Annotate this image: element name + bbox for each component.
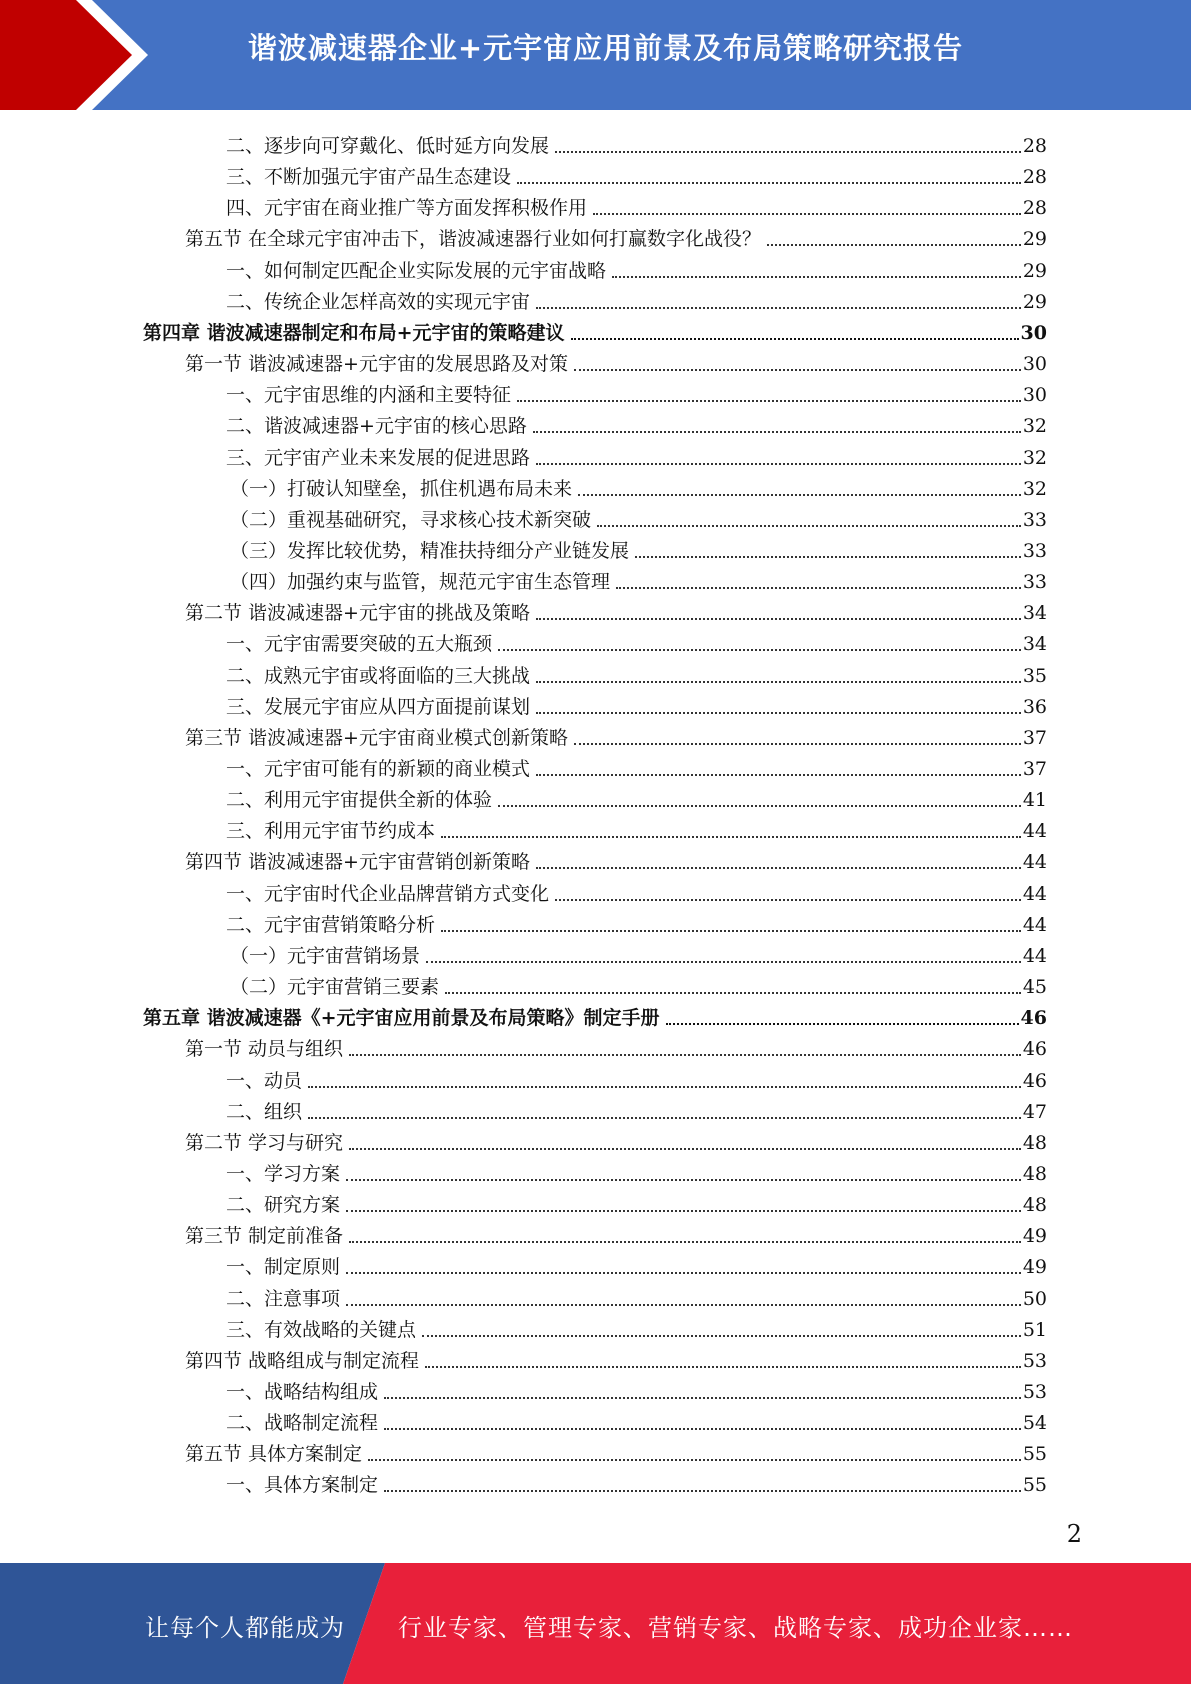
toc-entry[interactable] (0, 1186, 1047, 1217)
toc-dot-leader (384, 1397, 1021, 1399)
toc-entry-label: 二、组织 (226, 1100, 303, 1123)
toc-entry[interactable] (0, 1155, 1047, 1186)
toc-entry-page: 55 (1022, 1474, 1047, 1497)
toc-entry-label: 一、具体方案制定 (226, 1474, 379, 1497)
toc-entry[interactable] (0, 1062, 1047, 1093)
toc-entry[interactable] (0, 376, 1047, 407)
toc-entry[interactable] (0, 999, 1047, 1030)
toc-dot-leader (612, 276, 1021, 278)
toc-entry[interactable] (0, 1217, 1047, 1248)
toc-entry-label: （一）元宇宙营销场景 (230, 944, 421, 967)
toc-dot-leader (445, 992, 1021, 994)
footer-slogan-right: 行业专家、管理专家、营销专家、战略专家、成功企业家…… (398, 1614, 1073, 1642)
toc-entry[interactable] (0, 750, 1047, 781)
toc-entry-page: 33 (1022, 571, 1047, 594)
page-header (0, 0, 1191, 110)
toc-entry-label: 第三节 谐波减速器+元宇宙商业模式创新策略 (185, 726, 568, 749)
toc-dot-leader (349, 1241, 1021, 1243)
toc-entry[interactable] (0, 1093, 1047, 1124)
toc-entry-page: 46 (1020, 1007, 1047, 1030)
toc-entry-label: （四）加强约束与监管，规范元宇宙生态管理 (230, 571, 611, 594)
toc-entry-label: 三、不断加强元宇宙产品生态建设 (226, 166, 512, 189)
toc-entry[interactable] (0, 657, 1047, 688)
toc-entry-page: 41 (1022, 789, 1047, 812)
toc-entry[interactable] (0, 1435, 1047, 1466)
toc-entry-label: （三）发挥比较优势，精准扶持细分产业链发展 (230, 539, 630, 562)
toc-entry-page: 32 (1022, 446, 1047, 469)
toc-entry-label: 三、发展元宇宙应从四方面提前谋划 (226, 695, 531, 718)
toc-entry-label: 二、研究方案 (226, 1194, 341, 1217)
toc-entry[interactable] (0, 189, 1047, 220)
toc-entry-page: 30 (1022, 384, 1047, 407)
toc-entry-page: 30 (1022, 353, 1047, 376)
toc-dot-leader (517, 182, 1021, 184)
toc-entry-label: （一）打破认知壁垒，抓住机遇布局未来 (230, 477, 573, 500)
toc-dot-leader (635, 556, 1021, 558)
toc-dot-leader (536, 463, 1021, 465)
toc-entry-page: 49 (1022, 1225, 1047, 1248)
toc-entry[interactable] (0, 843, 1047, 874)
toc-entry-label: 一、元宇宙可能有的新颖的商业模式 (226, 758, 531, 780)
toc-entry-label: 二、成熟元宇宙或将面临的三大挑战 (226, 664, 531, 687)
toc-dot-leader (536, 307, 1021, 309)
toc-entry-label: 第三节 制定前准备 (185, 1225, 344, 1248)
toc-entry[interactable] (0, 812, 1047, 843)
toc-entry-label: 一、学习方案 (226, 1162, 341, 1185)
toc-entry-label: 一、元宇宙时代企业品牌营销方式变化 (226, 882, 550, 905)
toc-entry[interactable] (0, 407, 1047, 438)
toc-entry-page: 37 (1022, 726, 1047, 749)
toc-entry[interactable] (0, 1466, 1047, 1497)
toc-dot-leader (308, 1086, 1021, 1088)
toc-dot-leader (574, 369, 1021, 371)
toc-entry[interactable] (0, 314, 1047, 345)
toc-entry-label: 第四节 战略组成与制定流程 (185, 1349, 420, 1372)
toc-entry[interactable] (0, 781, 1047, 812)
toc-entry-page: 28 (1022, 135, 1047, 157)
toc-entry-page: 44 (1022, 913, 1047, 936)
toc-entry-label: 第五节 具体方案制定 (185, 1443, 363, 1466)
toc-entry-label: 三、有效战略的关键点 (226, 1318, 417, 1341)
toc-entry-page: 29 (1022, 259, 1047, 282)
toc-entry[interactable] (0, 563, 1047, 594)
toc-entry-label: 二、利用元宇宙提供全新的体验 (226, 789, 493, 812)
toc-entry[interactable] (0, 158, 1047, 189)
toc-dot-leader (578, 494, 1021, 496)
report-title: 谐波减速器企业+元宇宙应用前景及布局策略研究报告 (247, 31, 964, 65)
toc-dot-leader (498, 805, 1021, 807)
toc-dot-leader (349, 1148, 1021, 1150)
toc-entry[interactable] (0, 906, 1047, 937)
toc-dot-leader (346, 1179, 1021, 1181)
toc-entry-page: 32 (1022, 477, 1047, 500)
toc-entry[interactable] (0, 439, 1047, 470)
toc-entry-label: 第五节 在全球元宇宙冲击下，谐波减速器行业如何打赢数字化战役？ (185, 228, 762, 251)
toc-entry[interactable] (0, 501, 1047, 532)
toc-entry-page: 46 (1022, 1069, 1047, 1092)
toc-entry[interactable] (0, 345, 1047, 376)
toc-entry-page: 48 (1022, 1162, 1047, 1185)
toc-entry-page: 32 (1022, 415, 1047, 438)
toc-entry-label: 一、元宇宙思维的内涵和主要特征 (226, 384, 512, 407)
toc-entry[interactable] (0, 594, 1047, 625)
toc-entry-page: 49 (1022, 1256, 1047, 1279)
toc-entry[interactable] (0, 1342, 1047, 1373)
toc-entry-page: 47 (1022, 1100, 1047, 1123)
page-number: 2 (1066, 1520, 1082, 1548)
toc-entry-page: 37 (1022, 758, 1047, 780)
toc-entry-page: 55 (1022, 1443, 1047, 1466)
toc-entry-page: 28 (1022, 197, 1047, 220)
toc-entry-label: 二、战略制定流程 (226, 1412, 379, 1435)
toc-entry-label: 二、逐步向可穿戴化、低时延方向发展 (226, 135, 550, 157)
toc-entry-label: 第四章 谐波减速器制定和布局+元宇宙的策略建议 (143, 321, 565, 344)
toc-dot-leader (384, 1428, 1021, 1430)
toc-entry-page: 28 (1022, 166, 1047, 189)
toc-entry-label: 第一节 谐波减速器+元宇宙的发展思路及对策 (185, 353, 568, 376)
toc-dot-leader (533, 431, 1021, 433)
toc-entry[interactable] (0, 719, 1047, 750)
toc-entry[interactable] (0, 1124, 1047, 1155)
toc-entry[interactable] (0, 1280, 1047, 1311)
toc-entry-page: 33 (1022, 508, 1047, 531)
toc-entry[interactable] (0, 532, 1047, 563)
toc-dot-leader (346, 1304, 1021, 1306)
toc-dot-leader (616, 587, 1021, 589)
toc-entry[interactable] (0, 470, 1047, 501)
toc-entry[interactable] (0, 252, 1047, 283)
toc-entry[interactable] (0, 875, 1047, 906)
toc-dot-leader (536, 774, 1021, 776)
toc-entry-page: 29 (1022, 290, 1047, 313)
toc-entry-page: 46 (1022, 1038, 1047, 1061)
toc-dot-leader (536, 681, 1021, 683)
toc-entry-label: 一、如何制定匹配企业实际发展的元宇宙战略 (226, 259, 607, 282)
toc-dot-leader (536, 712, 1021, 714)
toc-entry[interactable] (0, 283, 1047, 314)
toc-entry-page: 44 (1022, 851, 1047, 874)
toc-entry-label: 一、元宇宙需要突破的五大瓶颈 (226, 633, 493, 656)
toc-dot-leader (536, 867, 1021, 869)
toc-entry[interactable] (0, 968, 1047, 999)
toc-entry-label: 二、谐波减速器+元宇宙的核心思路 (226, 415, 527, 438)
toc-entry-page: 51 (1022, 1318, 1047, 1341)
toc-entry[interactable] (0, 688, 1047, 719)
toc-dot-leader (308, 1117, 1021, 1119)
toc-dot-leader (368, 1459, 1021, 1461)
toc-entry[interactable] (0, 937, 1047, 968)
toc-entry-label: 第四节 谐波减速器+元宇宙营销创新策略 (185, 851, 530, 874)
toc-entry-page: 48 (1022, 1131, 1047, 1154)
toc-entry-label: 一、战略结构组成 (226, 1381, 379, 1403)
toc-dot-leader (425, 1366, 1021, 1368)
toc-entry[interactable] (0, 625, 1047, 656)
toc-dot-leader (346, 1210, 1021, 1212)
toc-entry-page: 44 (1022, 944, 1047, 967)
toc-entry[interactable] (0, 220, 1047, 251)
toc-dot-leader (555, 151, 1021, 153)
toc-entry-page: 45 (1022, 976, 1047, 999)
toc-entry[interactable] (0, 1030, 1047, 1061)
toc-entry[interactable] (0, 1404, 1047, 1435)
toc-entry[interactable] (0, 127, 1047, 158)
toc-entry-label: 第二节 学习与研究 (185, 1131, 344, 1154)
toc-dot-leader (571, 338, 1019, 340)
toc-dot-leader (426, 961, 1021, 963)
toc-entry-page: 44 (1022, 820, 1047, 843)
toc-dot-leader (767, 244, 1021, 246)
toc-entry-page: 54 (1022, 1412, 1047, 1435)
toc-dot-leader (346, 1272, 1021, 1274)
toc-dot-leader (666, 1023, 1019, 1025)
toc-dot-leader (517, 400, 1021, 402)
toc-entry-page: 44 (1022, 882, 1047, 905)
toc-dot-leader (498, 649, 1021, 651)
toc-entry-label: 三、元宇宙产业未来发展的促进思路 (226, 446, 531, 469)
page-footer (0, 1563, 1191, 1684)
toc-entry-page: 34 (1022, 602, 1047, 625)
toc-dot-leader (555, 899, 1021, 901)
toc-entry-label: 第一节 动员与组织 (185, 1038, 344, 1061)
footer-slogan-left: 让每个人都能成为 (145, 1614, 345, 1642)
toc-entry-label: 一、动员 (226, 1069, 303, 1092)
toc-entry-page: 30 (1020, 321, 1047, 344)
toc-entry-label: 二、注意事项 (226, 1287, 341, 1310)
toc-entry-page: 36 (1022, 695, 1047, 718)
toc-entry-page: 29 (1022, 228, 1047, 251)
toc-dot-leader (441, 836, 1021, 838)
toc-entry-label: （二）重视基础研究，寻求核心技术新突破 (230, 508, 592, 531)
toc-entry-label: 二、传统企业怎样高效的实现元宇宙 (226, 290, 531, 313)
toc-dot-leader (536, 618, 1021, 620)
toc-dot-leader (574, 743, 1021, 745)
toc-dot-leader (422, 1335, 1021, 1337)
toc-dot-leader (349, 1054, 1021, 1056)
toc-entry-page: 35 (1022, 664, 1047, 687)
toc-entry-label: （二）元宇宙营销三要素 (230, 976, 440, 999)
toc-dot-leader (593, 213, 1021, 215)
toc-entry-page: 53 (1022, 1381, 1047, 1403)
toc-dot-leader (384, 1490, 1021, 1492)
toc-dot-leader (441, 930, 1021, 932)
toc-entry-label: 四、元宇宙在商业推广等方面发挥积极作用 (226, 197, 588, 220)
toc-entry-page: 48 (1022, 1194, 1047, 1217)
toc-dot-leader (597, 525, 1021, 527)
toc-entry-label: 三、利用元宇宙节约成本 (226, 820, 436, 843)
toc-entry-page: 33 (1022, 539, 1047, 562)
toc-entry[interactable] (0, 1311, 1047, 1342)
toc-entry-label: 一、制定原则 (226, 1256, 341, 1279)
toc-entry-page: 53 (1022, 1349, 1047, 1372)
toc-entry[interactable] (0, 1373, 1047, 1404)
toc-entry-page: 34 (1022, 633, 1047, 656)
toc-entry-label: 二、元宇宙营销策略分析 (226, 913, 436, 936)
toc-entry[interactable] (0, 1248, 1047, 1279)
toc-entry-label: 第五章 谐波减速器《+元宇宙应用前景及布局策略》制定手册 (143, 1007, 660, 1030)
toc-entry-label: 第二节 谐波减速器+元宇宙的挑战及策略 (185, 602, 530, 625)
toc-entry-page: 50 (1022, 1287, 1047, 1310)
